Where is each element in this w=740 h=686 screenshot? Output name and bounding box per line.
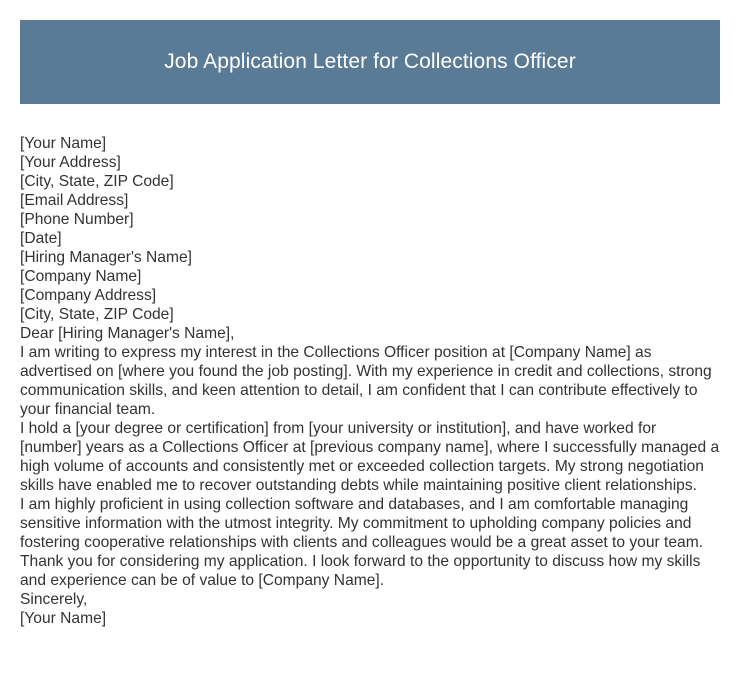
sender-email: [Email Address]: [20, 192, 129, 209]
paragraph-intro: I am writing to express my interest in the Collections Officer position at [Company Name] as advertised on [where you found the job posting]. With my experience in credit and collections, strong communication skills, and keen attention to detail, I am confident that I can contribute effectively to your financial team.: [20, 344, 712, 418]
signature: [Your Name]: [20, 610, 107, 627]
closing: Sincerely,: [20, 591, 88, 608]
recipient-city-state-zip: [City, State, ZIP Code]: [20, 306, 174, 323]
sender-city-state-zip: [City, State, ZIP Code]: [20, 173, 174, 190]
paragraph-closing: Thank you for considering my application. I look forward to the opportunity to discuss how my skills and experience can be of value to [Company Name].: [20, 553, 701, 589]
letter-date: [Date]: [20, 230, 62, 247]
recipient-address: [Company Address]: [20, 287, 157, 304]
salutation: Dear [Hiring Manager's Name],: [20, 325, 235, 342]
letter-body: [20, 134, 720, 628]
recipient-name: [Hiring Manager's Name]: [20, 249, 192, 266]
paragraph-qualifications: I hold a [your degree or certification] from [your university or institution], and have worked for [number] years as a Collections Officer at [previous company name], where I successfully managed a high volume of accounts and consistently met or exceeded collection targets. My strong negotiation skills have enabled me to recover outstanding debts while maintaining positive client relationships.: [20, 420, 720, 494]
title-banner: [20, 20, 720, 104]
recipient-company: [Company Name]: [20, 268, 142, 285]
sender-address: [Your Address]: [20, 154, 121, 171]
paragraph-skills: I am highly proficient in using collection software and databases, and I am comfortable managing sensitive information with the utmost integrity. My commitment to upholding company policies and fostering cooperative relationships with clients and colleagues would be a great asset to your team.: [20, 496, 704, 551]
sender-name: [Your Name]: [20, 135, 107, 152]
page-title: Job Application Letter for Collections Officer: [164, 50, 576, 73]
sender-phone: [Phone Number]: [20, 211, 134, 228]
